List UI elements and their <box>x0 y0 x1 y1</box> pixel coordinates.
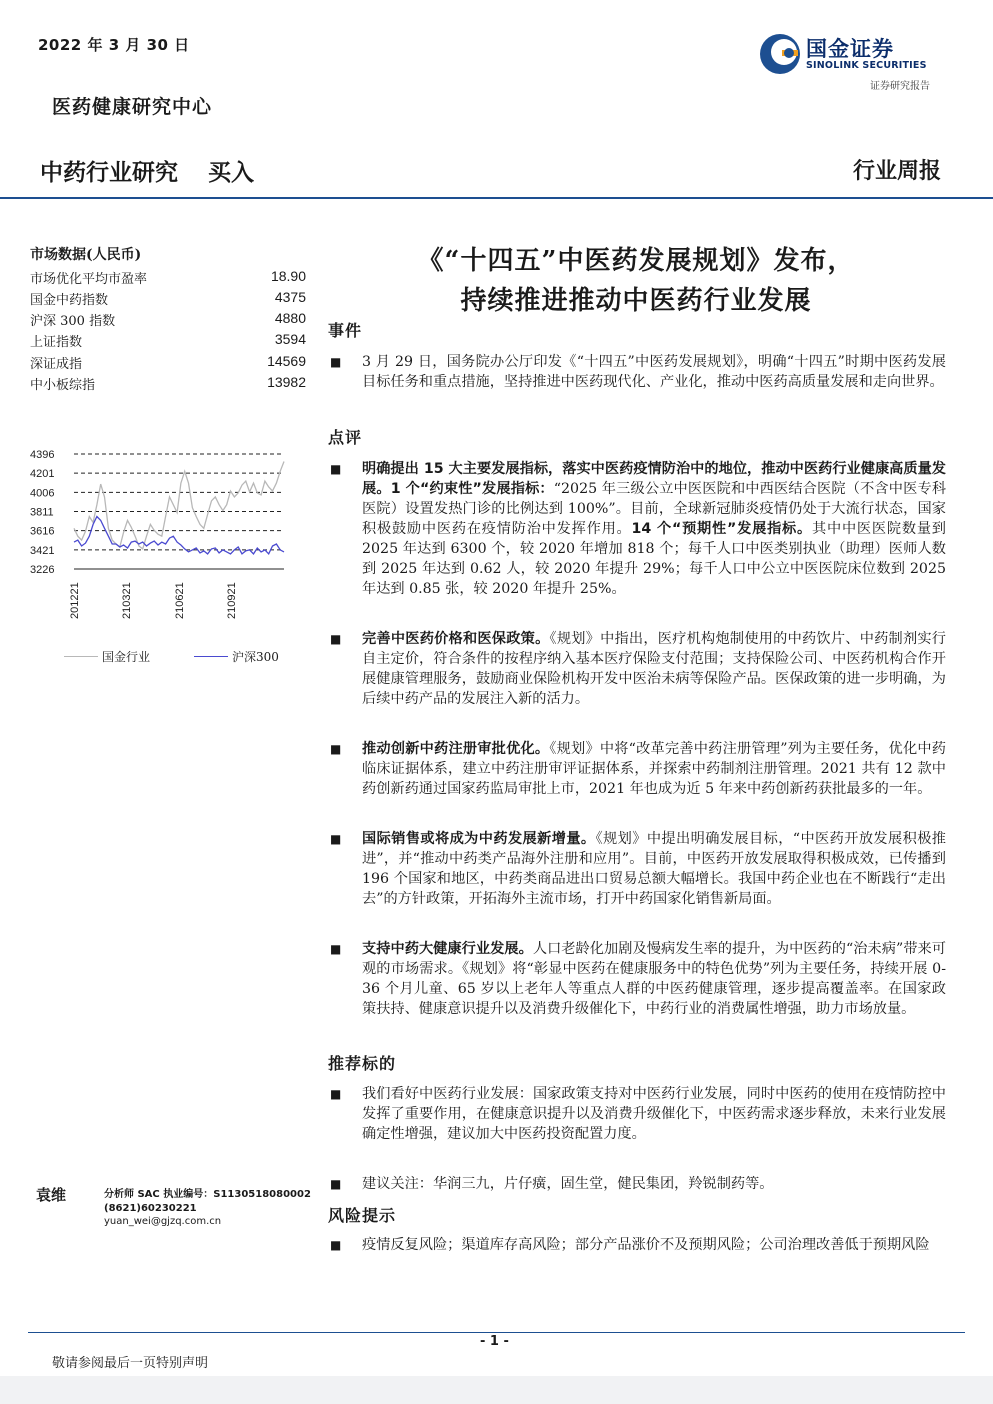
logo-text-cn: 国金证券 <box>806 37 894 61</box>
disclaimer-note: 敬请参阅最后一页特别声明 <box>52 1356 209 1371</box>
market-data-row: 沪深 300 指数 4880 <box>30 310 306 329</box>
x-tick-label: 210621 <box>174 582 186 619</box>
section-recommend: 推荐标的 <box>328 1054 397 1073</box>
analyst-name: 袁维 <box>36 1186 67 1204</box>
analyst-contact <box>104 1188 311 1229</box>
report-date: 2022 年 3 月 30 日 <box>38 36 190 54</box>
comment-paragraph-2: ■ 完善中医药价格和医保政策。《规划》中指出，医疗机构炮制使用的中药饮片、中药制剂实行自主定价，符合条件的按程序纳入基本医疗保险支付范围；支持保险公司、中医药机构合作开展健康管理服务，鼓励商业保险机构开发中医治未病等保险产品。医保政策的进一步明确，为后续中药产品的发展注入新的活力。 <box>330 631 946 707</box>
market-data-row: 上证指数 3594 <box>30 331 306 350</box>
series-line-industry <box>74 462 284 549</box>
footer-divider <box>28 1332 965 1333</box>
y-tick-label: 3616 <box>30 525 55 538</box>
bullet-icon: ■ <box>330 1177 342 1191</box>
section-event: 事件 <box>328 321 363 340</box>
logo-subtitle: 证券研究报告 <box>870 81 930 92</box>
y-tick-label: 3811 <box>30 506 54 519</box>
market-data-row: 市场优化平均市盈率 18.90 <box>30 268 306 287</box>
headline-line-1: 《“十四五”中医药发展规划》发布， <box>417 246 855 276</box>
bullet-icon: ■ <box>330 1087 342 1101</box>
market-data-row: 深证成指 14569 <box>30 353 306 372</box>
recommend-paragraph-1: ■ 我们看好中医药行业发展：国家政策支持对中医药行业发展，同时中医药的使用在疫情防控中发挥了重要作用，在健康意识提升以及消费升级催化下，中医药需求逐步释放，未来行业发展确定性增强，建议加大中医药投资配置力度。 <box>330 1086 946 1142</box>
x-tick-label: 210921 <box>226 582 238 619</box>
legend-swatch-hs300 <box>194 656 228 657</box>
analyst-phone: (8621)60230221 <box>104 1202 197 1214</box>
comment-paragraph-1: ■ 明确提出 15 大主要发展指标，落实中医药疫情防治中的地位，推动中医药行业健康高质量发展。1 个“约束性”发展指标：“2025 年三级公立中医医院和中西医结合医院（不含中医专科医院）设置发热门诊的比例达到 100%”。目前，全球新冠肺炎疫情仍处于大流行状态，国家积极鼓励中医药在疫情防治中发挥作用。14 个“预期性”发展指标。其中中医医院数量到 2025 年达到 6300 个，较 2020 年增加 818 个；每千人口中医类别执业（助理）医师人数到 2025 年达到 0.62 人，较 2020 年提升 29%；每千人口中公立中医医院床位数到 2025 年达到 0.85 张，较 2020 年提升 25%。 <box>330 461 947 597</box>
section-comment: 点评 <box>328 428 363 447</box>
analyst-email[interactable]: yuan_wei@gjzq.com.cn <box>104 1216 222 1227</box>
industry-title: 中药行业研究 <box>40 160 178 186</box>
y-tick-label: 3421 <box>30 544 55 557</box>
analyst-cert: 分析师 SAC 执业编号：S1130518080002 <box>104 1189 311 1200</box>
bullet-icon: ■ <box>330 942 342 956</box>
bullet-icon: ■ <box>330 832 342 846</box>
page-number: - 1 - <box>480 1334 509 1349</box>
bullet-icon: ■ <box>330 462 342 476</box>
bullet-icon: ■ <box>330 742 342 756</box>
risk-paragraph: ■ 疫情反复风险；渠道库存高风险；部分产品涨价不及预期风险；公司治理改善低于预期风险 <box>330 1237 930 1253</box>
series-line-hs300 <box>74 517 284 554</box>
x-tick-label: 201221 <box>69 582 81 619</box>
rating-label: 买入 <box>208 160 255 186</box>
y-tick-label: 4201 <box>30 468 55 481</box>
y-tick-label: 3226 <box>30 564 55 576</box>
bottom-band <box>0 1376 993 1404</box>
report-type: 行业周报 <box>852 158 941 184</box>
section-risk: 风险提示 <box>328 1206 397 1225</box>
market-data-row: 中小板综指 13982 <box>30 374 306 393</box>
index-line-chart <box>28 443 290 633</box>
event-paragraph: ■ 3 月 29 日，国务院办公厅印发《“十四五”中医药发展规划》，明确“十四五”时期中医药发展目标任务和重点措施，坚持推进中医药现代化、产业化，推动中医药高质量发展和走向世界。 <box>330 354 946 390</box>
market-data-title: 市场数据(人民币) <box>30 247 142 263</box>
headline-line-2: 持续推进推动中医药行业发展 <box>460 286 812 316</box>
recommend-paragraph-2: ■ 建议关注：华润三九，片仔癀，固生堂，健民集团，羚锐制药等。 <box>330 1176 774 1192</box>
legend-swatch-industry <box>64 656 98 657</box>
comment-paragraph-4: ■ 国际销售或将成为中药发展新增量。《规划》中提出明确发展目标，“中医药开放发展积极推进”，并“推动中药类产品海外注册和应用”。目前，中医药开放发展取得积极成效，已传播到 196 个国家和地区，中药类商品进出口贸易总额大幅增长。我国中药企业也在不断践行“走出去”的方针政策，开拓海外主流市场，打开中药国家化销售新局面。 <box>330 831 946 907</box>
bullet-icon: ■ <box>330 632 342 646</box>
x-tick-label: 210321 <box>121 582 133 619</box>
comment-paragraph-5: ■ 支持中药大健康行业发展。人口老龄化加剧及慢病发生率的提升，为中医药的“治未病”带来可观的市场需求。《规划》将“彰显中医药在健康服务中的特色优势”列为主要任务，持续开展 0-36 个月儿童、65 岁以上老年人等重点人群的中医药健康管理，逐步提高覆盖率。在国家政策扶持、健康意识提升以及消费升级催化下，中药行业的消费属性增强，助力市场放量。 <box>330 941 946 1017</box>
chart-legend <box>64 648 279 665</box>
legend-label-hs300: 沪深300 <box>232 650 279 664</box>
comment-paragraph-3: ■ 推动创新中药注册审批优化。《规划》中将“改革完善中药注册管理”列为主要任务，优化中药临床证据体系，建立中药注册审评证据体系，并探索中药制剂注册管理。2021 共有 12 款中药创新药通过国家药监局审批上市，2021 年也成为近 5 年来中药创新药获批最多的一年。 <box>330 741 946 797</box>
logo-text-en: SINOLINK SECURITIES <box>806 60 927 71</box>
legend-label-industry: 国金行业 <box>102 650 151 664</box>
bullet-icon: ■ <box>330 1238 342 1252</box>
report-title-line <box>40 154 276 187</box>
department-name: 医药健康研究中心 <box>52 96 213 118</box>
header-divider <box>0 197 993 199</box>
bullet-icon: ■ <box>330 355 342 369</box>
y-tick-label: 4006 <box>30 487 55 500</box>
y-tick-label: 4396 <box>30 449 55 461</box>
market-data-row: 国金中药指数 4375 <box>30 289 306 308</box>
